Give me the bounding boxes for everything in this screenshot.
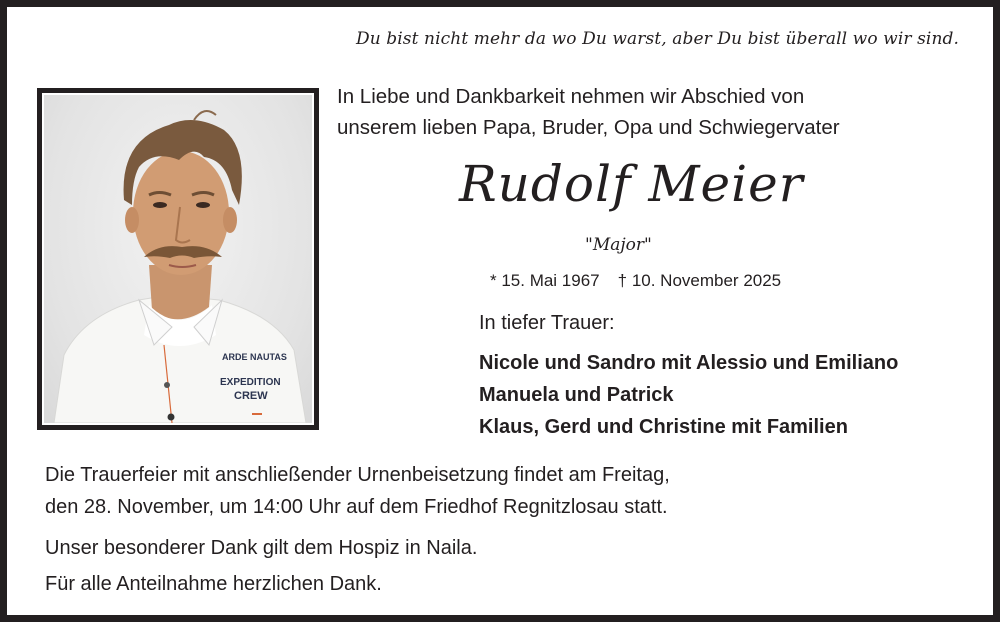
mourner-group: Nicole und Sandro mit Alessio und Emiliano: [479, 352, 899, 374]
portrait-mat: [42, 93, 314, 425]
ceremony-info: [45, 459, 670, 523]
life-dates: [490, 271, 781, 291]
mourning-label: In tiefer Trauer:: [479, 312, 615, 334]
general-thanks: Für alle Anteilnahme herzlichen Dank.: [45, 573, 382, 595]
deceased-name: Rudolf Meier: [459, 155, 804, 213]
birth-date: * 15. Mai 1967: [490, 271, 600, 290]
shirt-print-crew: CREW: [234, 390, 268, 402]
portrait-illustration: [44, 95, 312, 423]
mourners-list: [479, 347, 898, 443]
ceremony-line-1: Die Trauerfeier mit anschließender Urnenbeisetzung findet am Freitag,: [45, 464, 670, 486]
intro-line-1: In Liebe und Dankbarkeit nehmen wir Abschied von: [337, 85, 805, 108]
portrait-frame: [37, 88, 319, 430]
ceremony-line-2: den 28. November, um 14:00 Uhr auf dem Friedhof Regnitzlosau statt.: [45, 496, 668, 518]
intro-text: [337, 81, 840, 143]
death-date: † 10. November 2025: [617, 271, 782, 290]
hospice-thanks: Unser besonderer Dank gilt dem Hospiz in Naila.: [45, 537, 478, 559]
shirt-print-expedition: EXPEDITION: [220, 377, 281, 388]
mourner-group: Klaus, Gerd und Christine mit Familien: [479, 416, 848, 438]
mourner-group: Manuela und Patrick: [479, 384, 674, 406]
motto-quote: Du bist nicht mehr da wo Du warst, aber Du bist überall wo wir sind.: [356, 29, 959, 49]
obituary-notice: [7, 7, 993, 615]
portrait-photo: [44, 95, 312, 423]
intro-line-2: unserem lieben Papa, Bruder, Opa und Schwiegervater: [337, 116, 840, 139]
deceased-nickname: "Major": [585, 235, 652, 255]
shirt-print-top: ARDE NAUTAS: [222, 352, 287, 362]
